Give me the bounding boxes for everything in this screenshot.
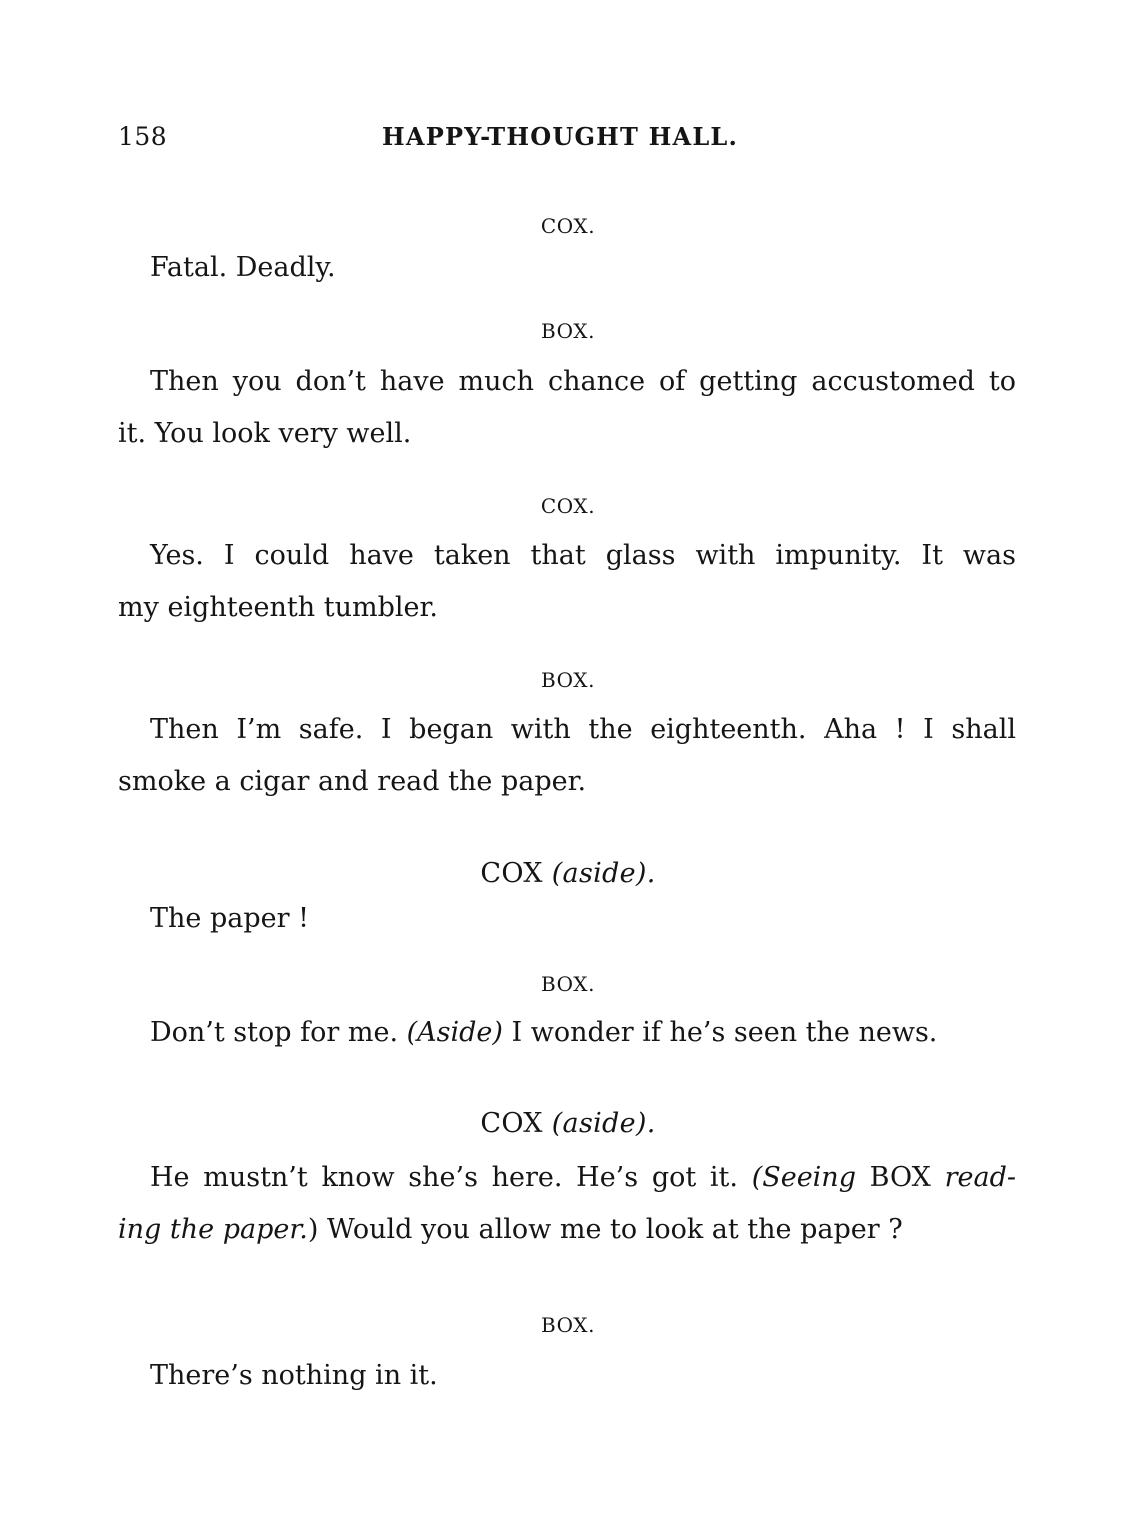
speech-line (118, 1204, 1018, 1256)
page-number: 158 (118, 122, 168, 151)
speech-block (118, 356, 1018, 460)
speech-block (118, 1007, 1018, 1059)
speaker-name: COX (480, 858, 543, 889)
stage-direction: (Aside) (406, 1017, 503, 1048)
stage-direction: (aside). (551, 1108, 656, 1139)
speech-text: I wonder if he’s seen the news. (502, 1017, 938, 1048)
speech-line (118, 1007, 1018, 1059)
speech-line: smoke a cigar and read the paper. (118, 766, 587, 797)
stage-direction: (Seeing (751, 1162, 856, 1193)
speech-block (118, 242, 1018, 294)
speech-line: Fatal. Deadly. (150, 252, 336, 283)
speaker-name: COX (480, 1108, 543, 1139)
speech-block (118, 893, 1018, 945)
speaker-heading: COX. (540, 494, 596, 518)
speaker-heading: BOX. (540, 1313, 596, 1337)
speech-block (118, 1350, 1018, 1402)
stage-direction: read- (944, 1162, 1016, 1193)
speech-block (118, 530, 1018, 634)
running-title: HAPPY-THOUGHT HALL. (382, 122, 739, 151)
speech-line: my eighteenth tumbler. (118, 592, 439, 623)
speaker-heading: BOX. (540, 972, 596, 996)
speech-text: He mustn’t know she’s here. He’s got it. (150, 1162, 752, 1193)
speech-line: it. You look very well. (118, 418, 412, 449)
speech-block (118, 704, 1018, 808)
stage-direction: (aside). (551, 858, 656, 889)
speech-line: Yes. I could have taken that glass with impunity. It was (150, 540, 1016, 571)
speaker-heading (0, 858, 1140, 889)
speaker-heading (0, 1108, 1140, 1139)
speech-text: BOX (855, 1162, 945, 1193)
speech-line: The paper ! (150, 903, 309, 934)
speech-line: Then I’m safe. I began with the eighteenth. Aha ! I shall (150, 714, 1016, 745)
speech-text: Don’t stop for me. (150, 1017, 407, 1048)
speaker-heading: BOX. (540, 319, 596, 343)
speech-line (118, 1152, 1016, 1204)
speech-line: Then you don’t have much chance of getting accustomed to (150, 366, 1016, 397)
speaker-heading: COX. (540, 214, 596, 238)
speech-line: There’s nothing in it. (150, 1360, 438, 1391)
speech-text: ) Would you allow me to look at the paper ? (307, 1214, 903, 1245)
speech-block (118, 1152, 1018, 1256)
speaker-heading: BOX. (540, 668, 596, 692)
stage-direction: ing the paper. (118, 1214, 308, 1245)
